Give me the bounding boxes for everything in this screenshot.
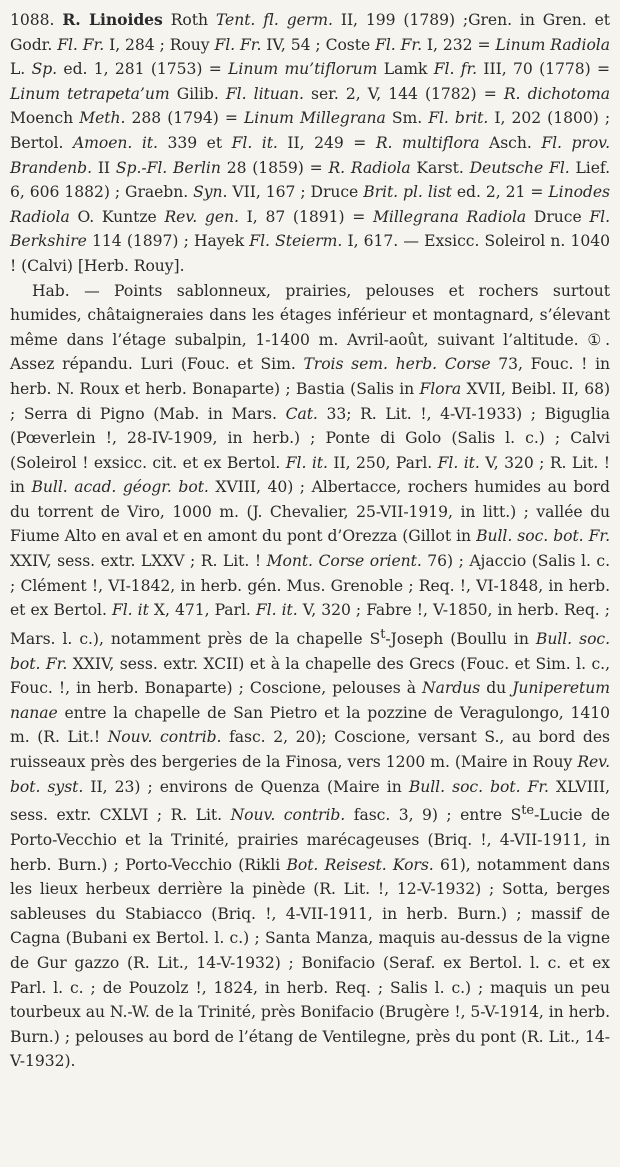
entry-number: 1088. [10,11,55,29]
species-name: R. Linoides [62,10,163,29]
synonymy-text: Roth Tent. fl. germ. II, 199 (1789) ;Gren. in Gren. et Godr. Fl. Fr. I, 284 ; Rouy Fl. Fr. IV, 54 ; Coste Fl. Fr. I, 232 = Linum Radiola L. Sp. ed. 1, 281 (1753) = Linum mu’tiflorum Lamk Fl. fr. III, 70 (1778) = Linum tetrapeta’um Gilib. Fl. lituan. ser. 2, V, 144 (1782) = R. dichotoma Moench Meth. 288 (1794) = Linum Millegrana Sm. Fl. brit. I, 202 (1800) ; Bertol. Amoen. it. 339 et Fl. it. II, 249 = R. multiflora Asch. Fl. prov. Brandenb. II Sp.-Fl. Berlin 28 (1859) = R. Radiola Karst. Deutsche Fl. Lief. 6, 606 1882) ; Graebn. Syn. VII, 167 ; Druce Brit. pl. list ed. 2, 21 = Linodes Radiola O. Kuntze Rev. gen. I, 87 (1891) = Millegrana Radiola Druce Fl. Berkshire 114 (1897) ; Hayek Fl. Steierm. I, 617. — Exsicc. Soleirol n. 1040 ! (Calvi) [Herb. Rouy]. [10,11,611,275]
species-entry [10,8,610,279]
habitat-paragraph: Hab. — Points sablonneux, prairies, pelouses et rochers surtout humides, châtaigneraies dans les étages inférieur et montagnard, s’élevant même dans l’étage subalpin, 1-1400 m. Avril-août, suivant l’altitude. ①. Assez répandu. Luri (Fouc. et Sim. Trois sem. herb. Corse 73, Fouc. ! in herb. N. Roux et herb. Bonaparte) ; Bastia (Salis in Flora XVII, Beibl. II, 68) ; Serra di Pigno (Mab. in Mars. Cat. 33; R. Lit. !, 4-VI-1933) ; Biguglia (Pœverlein !, 28-IV-1909, in herb.) ; Ponte di Golo (Salis l. c.) ; Calvi (Soleirol ! exsicc. cit. et ex Bertol. Fl. it. II, 250, Parl. Fl. it. V, 320 ; R. Lit. ! in Bull. acad. géogr. bot. XVIII, 40) ; Albertacce, rochers humides au bord du torrent de Viro, 1000 m. (J. Chevalier, 25-VII-1919, in litt.) ; vallée du Fiume Alto en aval et en amont du pont d’Orezza (Gillot in Bull. soc. bot. Fr. XXIV, sess. extr. LXXV ; R. Lit. ! Mont. Corse orient. 76) ; Ajaccio (Salis l. c. ; Clément !, VI-1842, in herb. gén. Mus. Grenoble ; Req. !, VI-1848, in herb. et ex Bertol. Fl. it X, 471, Parl. Fl. it. V, 320 ; Fabre !, V-1850, in herb. Req. ; Mars. l. c.), notamment près de la chapelle $S^t$-Joseph (Boullu in Bull. soc. bot. Fr. XXIV, sess. extr. XCII) et à la chapelle des Grecs (Fouc. et Sim. l. c., Fouc. !, in herb. Bonaparte) ; Coscione, pelouses à Nardus du Juniperetum nanae entre la chapelle de San Pietro et la pozzine de Veragulongo, 1410 m. (R. Lit.! Nouv. contrib. fasc. 2, 20); Coscione, versant S., au bord des ruisseaux près des bergeries de la Finosa, vers 1200 m. (Maire in Rouy Rev. bot. syst. II, 23) ; environs de Quenza (Maire in Bull. soc. bot. Fr. XLVIII, sess. extr. CXLVI ; R. Lit. Nouv. contrib. fasc. 3, 9) ; entre $S^{te}$-Lucie de Porto-Vecchio et la Trinité, prairies marécageuses (Briq. !, 4-VII-1911, in herb. Burn.) ; Porto-Vecchio (Rikli Bot. Reisest. Kors. 61), notamment dans les lieux herbeux derrière la pinède (R. Lit. !, 12-V-1932) ; Sotta, berges sableuses du Stabiacco (Briq. !, 4-VII-1911, in herb. Burn.) ; massif de Cagna (Bubani ex Bertol. l. c.) ; Santa Manza, maquis au-dessus de la vigne de Gur gazzo (R. Lit., 14-V-1932) ; Bonifacio (Seraf. ex Bertol. l. c. et ex Parl. l. c. ; de Pouzolz !, 1824, in herb. Req. ; Salis l. c.) ; maquis un peu tourbeux au N.-W. de la Trinité, près Bonifacio (Brugère !, 5-V-1914, in herb. Burn.) ; pelouses au bord de l’étang de Ventilegne, près du pont (R. Lit., 14-V-1932). [10,281,611,1071]
